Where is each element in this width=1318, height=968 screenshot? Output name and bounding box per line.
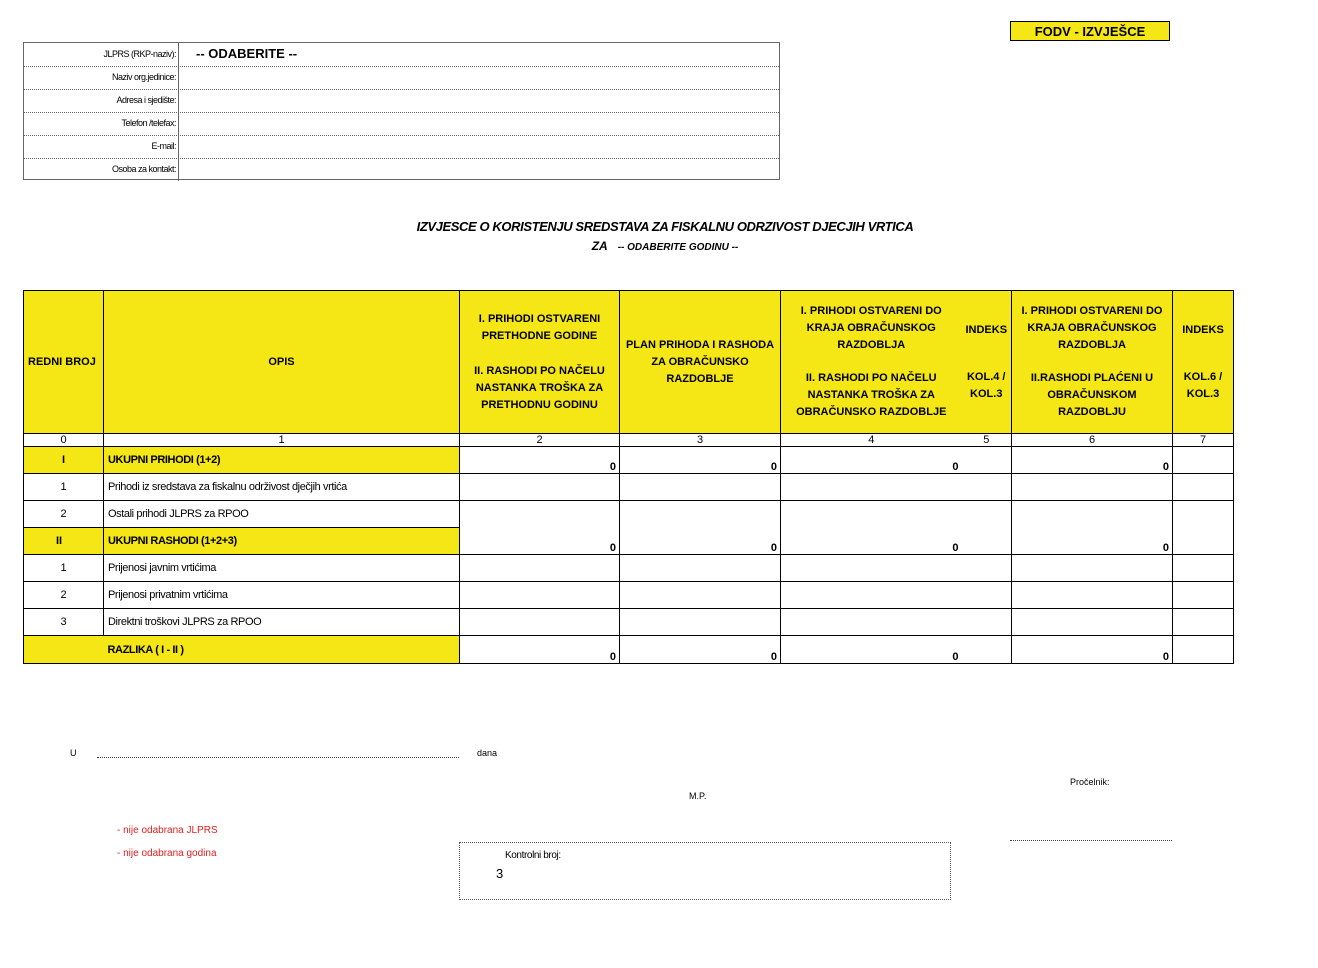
input-cell[interactable] — [620, 582, 781, 609]
control-number-box — [459, 842, 951, 900]
value-col4[interactable]: 0 — [781, 447, 962, 474]
input-cell[interactable] — [460, 582, 620, 609]
col-number: 2 — [460, 434, 620, 447]
row-description: Prijenosi javnim vrtićima — [104, 555, 460, 582]
row-number: 2 — [24, 501, 104, 528]
header-col6-income: I. PRIHODI OSTVARENI DO KRAJA OBRAČUNSKOG RAZDOBLJA — [1021, 305, 1163, 351]
col-number: 4 — [781, 434, 962, 447]
info-row-phone[interactable] — [24, 112, 779, 136]
header-col7-formula: KOL.6 / KOL.3 — [1183, 370, 1223, 400]
row-description: UKUPNI RASHODI (1+2+3) — [104, 528, 460, 555]
info-label: Adresa i sjedište: — [116, 95, 176, 105]
signature-line[interactable] — [1010, 828, 1172, 841]
column-number-row — [24, 434, 1234, 447]
header-col2 — [460, 291, 620, 434]
value-col7[interactable] — [1173, 528, 1234, 555]
table-row — [24, 474, 1234, 501]
stamp-label: M.P. — [689, 791, 707, 801]
row-number — [24, 636, 104, 664]
col-number: 3 — [620, 434, 781, 447]
info-row-contact[interactable] — [24, 158, 779, 181]
input-cell[interactable] — [620, 501, 781, 528]
col-number: 5 — [962, 434, 1012, 447]
control-number-label: Kontrolni broj: — [505, 850, 561, 861]
subtitle-prefix: ZA — [591, 239, 608, 253]
place-label: U — [70, 748, 77, 758]
row-number: I — [24, 447, 104, 474]
input-cell[interactable] — [781, 474, 962, 501]
input-cell[interactable] — [1012, 582, 1173, 609]
value-col3[interactable]: 0 — [620, 636, 781, 664]
input-cell[interactable] — [1012, 474, 1173, 501]
table-row-difference — [24, 636, 1234, 664]
header-col5 — [962, 291, 1012, 434]
value-col3[interactable]: 0 — [620, 447, 781, 474]
header-col2-income: I. PRIHODI OSTVARENI PRETHODNE GODINE — [478, 312, 601, 342]
row-number: 3 — [24, 609, 104, 636]
input-cell[interactable] — [1173, 582, 1234, 609]
input-cell[interactable] — [620, 555, 781, 582]
header-col7 — [1173, 291, 1234, 434]
input-cell[interactable] — [460, 474, 620, 501]
input-cell[interactable] — [1012, 609, 1173, 636]
jlprs-select[interactable]: -- ODABERITE -- — [196, 46, 298, 61]
input-cell[interactable] — [620, 609, 781, 636]
header-col2-expense: II. RASHODI PO NAČELU NASTANKA TROŠKA ZA PRETHODNU GODINU — [474, 364, 605, 411]
place-field[interactable] — [97, 745, 459, 758]
input-cell[interactable] — [962, 501, 1012, 528]
value-col6[interactable]: 0 — [1012, 528, 1173, 555]
table-row — [24, 609, 1234, 636]
info-row-jlprs[interactable] — [24, 43, 779, 67]
info-label: JLPRS (RKP-naziv): — [103, 49, 176, 59]
row-description: Direktni troškovi JLPRS za RPOO — [104, 609, 460, 636]
header-col6 — [1012, 291, 1173, 434]
value-col4[interactable]: 0 — [781, 528, 962, 555]
header-col4-expense: II. RASHODI PO NAČELU NASTANKA TROŠKA ZA OBRAČUNSKO RAZDOBLJE — [796, 372, 947, 418]
value-col4[interactable]: 0 — [781, 636, 962, 664]
input-cell[interactable] — [1012, 501, 1173, 528]
report-table — [23, 290, 1234, 664]
table-row — [24, 582, 1234, 609]
input-cell[interactable] — [1173, 555, 1234, 582]
table-row-total-income — [24, 447, 1234, 474]
info-label: E-mail: — [151, 141, 176, 151]
input-cell[interactable] — [620, 474, 781, 501]
value-col5[interactable] — [962, 447, 1012, 474]
row-number: 2 — [24, 582, 104, 609]
col-number: 7 — [1173, 434, 1234, 447]
info-row-org[interactable] — [24, 66, 779, 90]
info-label: Telefon /telefax: — [121, 118, 176, 128]
input-cell[interactable] — [962, 582, 1012, 609]
input-cell[interactable] — [781, 501, 962, 528]
input-cell[interactable] — [460, 501, 620, 528]
value-col6[interactable]: 0 — [1012, 447, 1173, 474]
input-cell[interactable] — [781, 555, 962, 582]
row-description: RAZLIKA ( I - II ) — [104, 636, 460, 664]
value-col2[interactable]: 0 — [460, 528, 620, 555]
value-col6[interactable]: 0 — [1012, 636, 1173, 664]
row-number: 1 — [24, 474, 104, 501]
input-cell[interactable] — [1173, 474, 1234, 501]
info-label: Naziv org.jedinice: — [111, 72, 176, 82]
col-number: 6 — [1012, 434, 1173, 447]
table-row-total-expense — [24, 528, 1234, 555]
info-row-email[interactable] — [24, 135, 779, 159]
header-col3: PLAN PRIHODA I RASHODA ZA OBRAČUNSKO RAZDOBLJE — [620, 291, 781, 434]
input-cell[interactable] — [1012, 555, 1173, 582]
row-description: Prihodi iz sredstava za fiskalnu održivost dječjih vrtića — [104, 474, 460, 501]
header-col5-formula: KOL.4 / KOL.3 — [966, 370, 1006, 400]
value-col7[interactable] — [1173, 636, 1234, 664]
value-col2[interactable]: 0 — [460, 447, 620, 474]
row-description: Prijenosi privatnim vrtićima — [104, 582, 460, 609]
row-description: Ostali prihodi JLPRS za RPOO — [104, 501, 460, 528]
row-description: UKUPNI PRIHODI (1+2) — [104, 447, 460, 474]
table-row — [24, 555, 1234, 582]
error-message: - nije odabrana godina — [117, 848, 217, 859]
error-message: - nije odabrana JLPRS — [117, 825, 218, 836]
input-cell[interactable] — [1173, 501, 1234, 528]
info-row-address[interactable] — [24, 89, 779, 113]
header-info-box — [23, 42, 780, 180]
table-row — [24, 501, 1234, 528]
header-col6-expense: II.RASHODI PLAĆENI U OBRAČUNSKOM RAZDOBLJU — [1030, 372, 1154, 418]
date-label: dana — [477, 748, 498, 758]
header-col4 — [781, 291, 962, 434]
value-col7[interactable] — [1173, 447, 1234, 474]
value-col5[interactable] — [962, 636, 1012, 664]
report-title: IZVJESCE O KORISTENJU SREDSTAVA ZA FISKALNU ODRZIVOST DJECJIH VRTICA — [416, 219, 914, 234]
header-col5-index: INDEKS — [965, 323, 1008, 336]
input-cell[interactable] — [781, 582, 962, 609]
header-opis: OPIS — [104, 291, 460, 434]
input-cell[interactable] — [1173, 609, 1234, 636]
col-number: 0 — [24, 434, 104, 447]
header-redni-broj: REDNI BROJ — [24, 291, 104, 434]
control-number-value: 3 — [496, 866, 504, 881]
report-badge: FODV - IZVJEŠCE — [1010, 21, 1170, 41]
header-col7-index: INDEKS — [1182, 323, 1224, 336]
value-col2[interactable]: 0 — [460, 636, 620, 664]
col-number: 1 — [104, 434, 460, 447]
input-cell[interactable] — [460, 609, 620, 636]
report-subtitle — [0, 239, 1318, 253]
info-label: Osoba za kontakt: — [111, 164, 176, 174]
input-cell[interactable] — [962, 474, 1012, 501]
input-cell[interactable] — [781, 609, 962, 636]
value-col3[interactable]: 0 — [620, 528, 781, 555]
input-cell[interactable] — [460, 555, 620, 582]
value-col5[interactable] — [962, 528, 1012, 555]
row-number: II — [24, 528, 104, 555]
row-number: 1 — [24, 555, 104, 582]
year-select[interactable]: -- ODABERITE GODINU -- — [617, 242, 739, 253]
header-col4-income: I. PRIHODI OSTVARENI DO KRAJA OBRAČUNSKOG RAZDOBLJA — [800, 305, 942, 351]
input-cell[interactable] — [962, 609, 1012, 636]
head-label: Pročelnik: — [1070, 777, 1110, 787]
input-cell[interactable] — [962, 555, 1012, 582]
